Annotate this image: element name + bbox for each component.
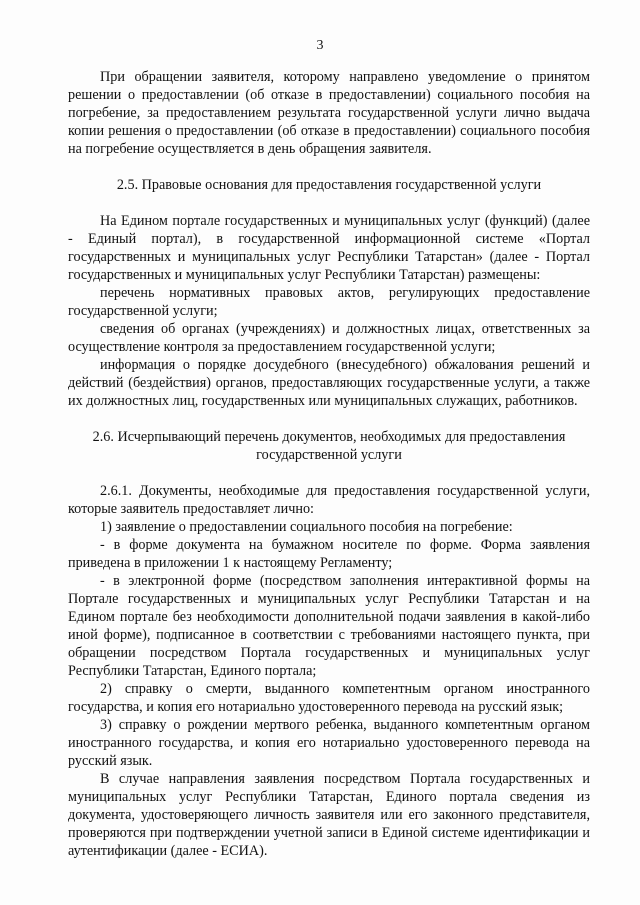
paragraph-esia: В случае направления заявления посредством Портала государственных и муниципальных услуг Республики Татарстан, Единого портала сведения из документа, удостоверяющего личность заявителя или его законного представителя, проверяются при подтверждении учетной записи в Единой системе идентификации и аутентификации (далее - ЕСИА). (68, 771, 590, 859)
paragraph-appeal-procedure: информация о порядке досудебного (внесудебного) обжалования решений и действий (бездействия) органов, предоставляющих государственные услуги, а также их должностных лиц, государственных или муниципальных служащих, работников. (68, 357, 590, 409)
list-item-electronic-form: - в электронной форме (посредством заполнения интерактивной формы на Портале государственных и муниципальных услуг Республики Татарстан и на Едином портале без необходимости дополнительной подачи заявления в какой-либо иной форме), подписанное в соответствии с требованиями настоящего пункта, при обращении посредством Портала государственных и муниципальных услуг Республики Татарстан, Единого портала; (68, 573, 590, 679)
document-body (68, 68, 590, 860)
paragraph-issuance: При обращении заявителя, которому направлено уведомление о принятом решении о предоставлении (об отказе в предоставлении) социального пособия на погребение, за предоставлением результата государственной услуги лично выдача копии решения о предоставлении (об отказе в предоставлении) социального пособия на погребение осуществляется в день обращения заявителя. (68, 69, 590, 157)
page-number: 3 (316, 38, 324, 53)
section-heading-2-6-line1: 2.6. Исчерпывающий перечень документов, необходимых для предоставления (92, 429, 566, 445)
section-heading-2-5: 2.5. Правовые основания для предоставления государственной услуги (116, 177, 542, 193)
list-item-death-certificate: 2) справку о смерти, выданного компетентным органом иностранного государства, и копия его нотариально удостоверенного перевода на русский язык; (68, 681, 590, 715)
list-item-application: 1) заявление о предоставлении социального пособия на погребение: (100, 519, 513, 535)
list-item-stillbirth-certificate: 3) справку о рождении мертвого ребенка, выданного компетентным органом иностранного государства, и копия его нотариально удостоверенного перевода на русский язык. (68, 717, 590, 769)
list-item-paper-form: - в форме документа на бумажном носителе по форме. Форма заявления приведена в приложении 1 к настоящему Регламенту; (68, 537, 590, 571)
paragraph-portal-info: На Едином портале государственных и муниципальных услуг (функций) (далее - Единый портал), в государственной информационной системе «Портал государственных и муниципальных услуг Республики Татарстан» (далее - Портал государственных и муниципальных услуг Республики Татарстан) размещены: (68, 213, 590, 283)
paragraph-2-6-1: 2.6.1. Документы, необходимые для предоставления государственной услуги, которые заявитель предоставляет лично: (68, 483, 590, 517)
section-heading-2-6-line2: государственной услуги (256, 447, 402, 463)
paragraph-control-bodies: сведения об органах (учреждениях) и должностных лицах, ответственных за осуществление контроля за предоставлением государственной услуги; (68, 321, 590, 355)
paragraph-legal-acts: перечень нормативных правовых актов, регулирующих предоставление государственной услуги; (68, 285, 590, 319)
